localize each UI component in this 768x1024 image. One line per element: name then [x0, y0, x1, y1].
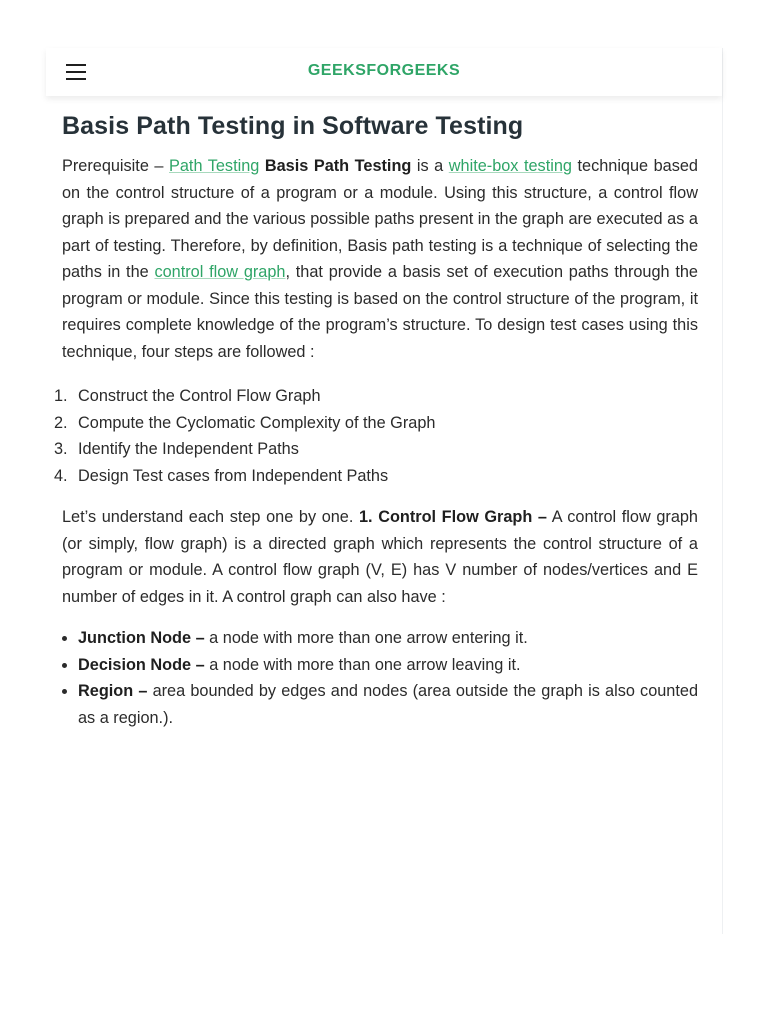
intro-text-2: technique based on the control structure of a program or a module. Using this structure, a control flow graph is prepared and the various possible paths present in the graph are executed as a part of testing. Therefore, by definition, Basis path testing is a technique of selecting the paths in the [62, 157, 698, 281]
list-item [62, 625, 698, 652]
list-item [54, 383, 698, 410]
list-item-text: Compute the Cyclomatic Complexity of the Graph [78, 413, 436, 432]
list-item-text: Design Test cases from Independent Paths [78, 466, 389, 485]
list-item [62, 678, 698, 731]
list-item [54, 410, 698, 437]
list-item-text: Identify the Independent Paths [78, 440, 299, 458]
cfg-text-1: Let’s understand each step one by one. [62, 508, 359, 526]
basis-path-testing-term: Basis Path Testing [259, 157, 412, 175]
bullet-text: a node with more than one arrow entering it. [204, 629, 528, 647]
list-number: 4. [54, 466, 68, 485]
article-body [54, 112, 698, 731]
list-item [54, 436, 698, 463]
top-header [46, 48, 722, 96]
list-number: 1. [54, 387, 68, 405]
article-title: Basis Path Testing in Software Testing [62, 112, 524, 140]
cfg-heading: 1. Control Flow Graph – [359, 508, 547, 526]
bullet-icon [62, 663, 67, 668]
bullet-icon [62, 636, 67, 641]
site-logo[interactable]: GEEKSFORGEEKS [307, 62, 461, 79]
list-number: 2. [54, 413, 68, 432]
white-box-testing-link[interactable]: white-box testing [448, 157, 572, 175]
control-flow-graph-paragraph [62, 504, 698, 610]
bullet-term: Region – [78, 682, 148, 700]
bullet-term: Decision Node – [78, 655, 205, 674]
control-flow-graph-link[interactable]: control flow graph [154, 263, 286, 281]
bullet-term: Junction Node – [78, 629, 205, 647]
cfg-text-2: A control flow graph (or simply, flow graph) is a directed graph which represents the control structure of a program or module. A control flow graph (V, E) has V number of nodes/vertices and E number of edges in it. A control graph can also have : [62, 508, 698, 606]
prerequisite-label: Prerequisite – [62, 157, 169, 175]
list-item-text: Construct the Control Flow Graph [78, 387, 321, 405]
intro-text-1: is a [411, 157, 449, 175]
list-number: 3. [54, 440, 68, 458]
list-item [54, 463, 698, 490]
bullet-text: a node with more than one arrow leaving it. [204, 655, 521, 674]
intro-text-3: , that provide a basis set of execution paths through the program or module. Since this testing is based on the control structure of the program, it requires complete knowledge of the program’s structure. To design test cases using this technique, four steps are followed : [62, 263, 698, 361]
bullet-text: area bounded by edges and nodes (area outside the graph is also counted as a region.). [78, 682, 698, 727]
bullet-icon [62, 689, 67, 694]
intro-paragraph [62, 153, 698, 365]
path-testing-link[interactable]: Path Testing [169, 157, 260, 175]
list-item [62, 652, 698, 679]
node-types-list [62, 625, 698, 731]
steps-list [54, 383, 698, 489]
